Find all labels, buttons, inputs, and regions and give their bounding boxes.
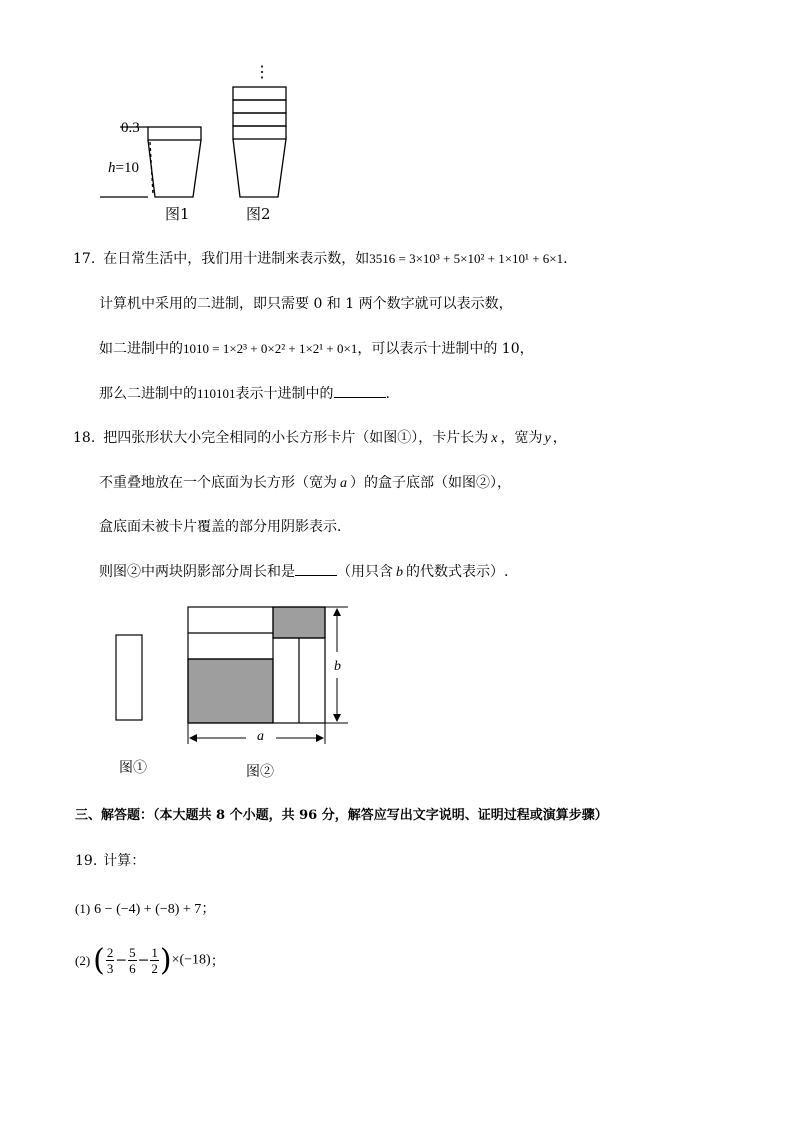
q17-line1-end: .	[563, 251, 568, 267]
q18-var-b: b	[396, 565, 403, 580]
q19-number: 19.	[75, 853, 98, 869]
ellipsis-dots: ⋮	[254, 62, 270, 81]
label-h: h	[108, 160, 116, 176]
caption-figure-1: 图1	[165, 205, 190, 223]
q18-line-2	[99, 472, 511, 492]
q19-part1-label: (1)	[75, 901, 91, 916]
q19-title: 计算：	[103, 853, 146, 869]
fraction-2-3	[106, 945, 115, 976]
label-h-value: =10	[115, 160, 139, 176]
fraction-1-2	[150, 945, 159, 976]
q17-number: 17.	[73, 251, 96, 267]
q18-answer-blank[interactable]	[295, 561, 337, 576]
label-h-equals-10	[108, 160, 139, 177]
q17-binary-formula: 1010 = 1×2³ + 0×2² + 1×2¹ + 0×1	[183, 341, 358, 356]
q17-line3-suffix: ，可以表示十进制中的 10，	[357, 341, 534, 357]
q18-var-y: y	[544, 431, 551, 446]
q18-var-a: a	[340, 476, 347, 491]
q18-line2-text-a: 不重叠地放在一个底面为长方形（宽为	[99, 475, 337, 491]
shaded-region-bottom-left	[188, 659, 273, 723]
caption-figure-2: 图2	[246, 205, 271, 223]
dimension-label-a: a	[257, 729, 264, 744]
q19-part2-tail: ×(−18)	[171, 952, 211, 968]
q17-line4-end: .	[385, 386, 390, 402]
q18-line1-text-c: ，	[552, 430, 567, 446]
cup-figure-2	[233, 87, 286, 197]
q17-binary-number: 110101	[197, 386, 236, 401]
q19-right-paren: )	[159, 943, 172, 978]
q18-line1-text-b: ，宽为	[500, 430, 543, 446]
label-0-3: 0.3	[121, 120, 140, 136]
caption-card-figure-2: 图②	[246, 764, 274, 780]
q17-line4-suffix: 表示十进制中的	[235, 386, 334, 402]
fraction-1-2-denominator: 2	[151, 961, 158, 976]
q17-line-1	[73, 248, 568, 268]
q19-part1-end: ；	[201, 901, 216, 917]
q19-part2-label: (2)	[75, 952, 91, 968]
q19-left-paren: (	[93, 943, 105, 978]
q19-part1-expression: 6 − (−4) + (−8) + 7	[94, 902, 202, 917]
q17-line4-prefix: 那么二进制中的	[99, 386, 197, 402]
q18-line-3: 盒底面未被卡片覆盖的部分用阴影表示．	[99, 519, 351, 535]
q19-title-line	[75, 850, 145, 870]
q17-line3-prefix: 如二进制中的	[99, 341, 183, 357]
q18-line-1	[73, 427, 567, 447]
box-diagram	[188, 607, 325, 723]
section-3-heading: 三、解答题：（本大题共 8 个小题，共 96 分，解答应写出文字说明、证明过程或演算步骤）	[75, 808, 608, 823]
q17-decimal-formula: 3516 = 3×10³ + 5×10² + 1×10¹ + 6×1	[369, 251, 564, 266]
fraction-5-6-denominator: 6	[129, 961, 136, 976]
q17-line-4	[99, 383, 390, 403]
q17-answer-blank[interactable]	[334, 383, 386, 398]
q18-number: 18.	[73, 430, 96, 446]
q19-part2-end: ；	[210, 953, 225, 970]
q17-line1-text: 在日常生活中，我们用十进制来表示数，如	[103, 251, 370, 267]
q18-line4-text-c: 的代数式表示）.	[406, 564, 509, 580]
q18-line4-text-b: （用只含	[337, 564, 393, 580]
q18-line2-text-b: ）的盒子底部（如图②），	[350, 475, 511, 491]
single-card	[116, 635, 142, 720]
fraction-5-6-numerator: 5	[129, 945, 136, 960]
fraction-2-3-numerator: 2	[106, 945, 114, 960]
dimension-label-b: b	[334, 659, 341, 674]
q18-line1-text-a: 把四张形状大小完全相同的小长方形卡片（如图①），卡片长为	[103, 430, 489, 446]
fraction-5-6	[128, 945, 137, 976]
shaded-region-top-right	[273, 607, 325, 638]
q18-line4-text-a: 则图②中两块阴影部分周长和是	[99, 564, 295, 580]
fraction-1-2-numerator: 1	[151, 945, 158, 960]
q17-line-2: 计算机中采用的二进制，即只需要 0 和 1 两个数字就可以表示数，	[99, 296, 513, 312]
caption-card-figure-1: 图①	[119, 760, 147, 776]
cards-figure	[100, 598, 360, 758]
fraction-2-3-denominator: 3	[106, 961, 114, 976]
q19-part-1	[75, 898, 215, 918]
q18-line-4	[99, 561, 508, 581]
q19-part-2: (2) ( $\frac{2}{3}$ − $\frac{5}{6}$ − $\frac{1}{2}$ )×(−18)；	[75, 943, 225, 978]
q18-var-x: x	[491, 431, 498, 446]
q17-line-3	[99, 338, 534, 358]
